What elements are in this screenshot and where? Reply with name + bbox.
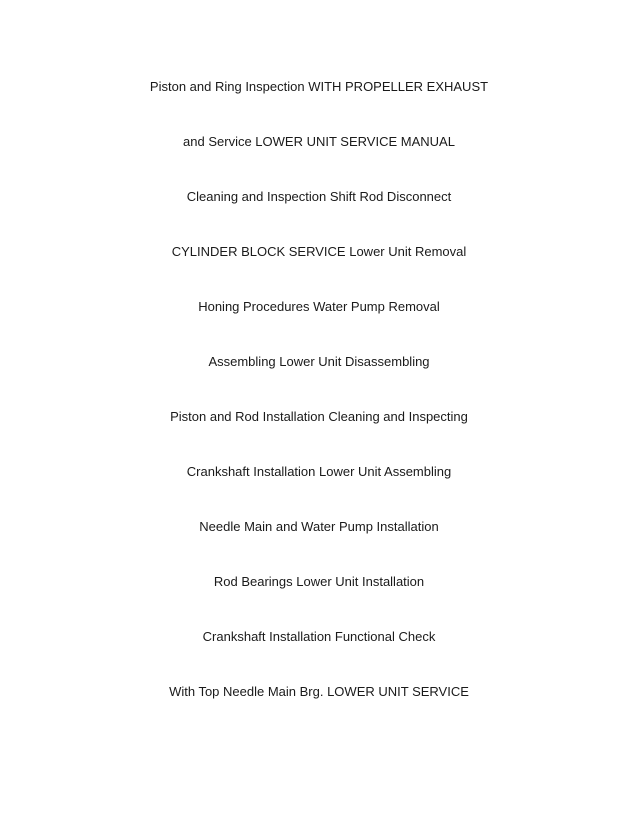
text-line: Piston and Rod Installation Cleaning and Inspecting [170, 409, 468, 424]
text-line: Crankshaft Installation Lower Unit Assembling [186, 464, 452, 479]
text-line: Cleaning and Inspection Shift Rod Disconnect [186, 189, 452, 204]
text-line: Needle Main and Water Pump Installation [199, 519, 439, 534]
text-line: Honing Procedures Water Pump Removal [198, 299, 440, 314]
text-line: and Service LOWER UNIT SERVICE MANUAL [183, 134, 455, 149]
text-line: CYLINDER BLOCK SERVICE Lower Unit Removal [171, 244, 467, 259]
text-line: Crankshaft Installation Functional Check [202, 629, 436, 644]
text-line: Assembling Lower Unit Disassembling [208, 354, 430, 369]
text-line: Piston and Ring Inspection WITH PROPELLER EXHAUST [149, 79, 489, 94]
text-line: Rod Bearings Lower Unit Installation [213, 574, 425, 589]
text-line: With Top Needle Main Brg. LOWER UNIT SERVICE [169, 684, 469, 699]
